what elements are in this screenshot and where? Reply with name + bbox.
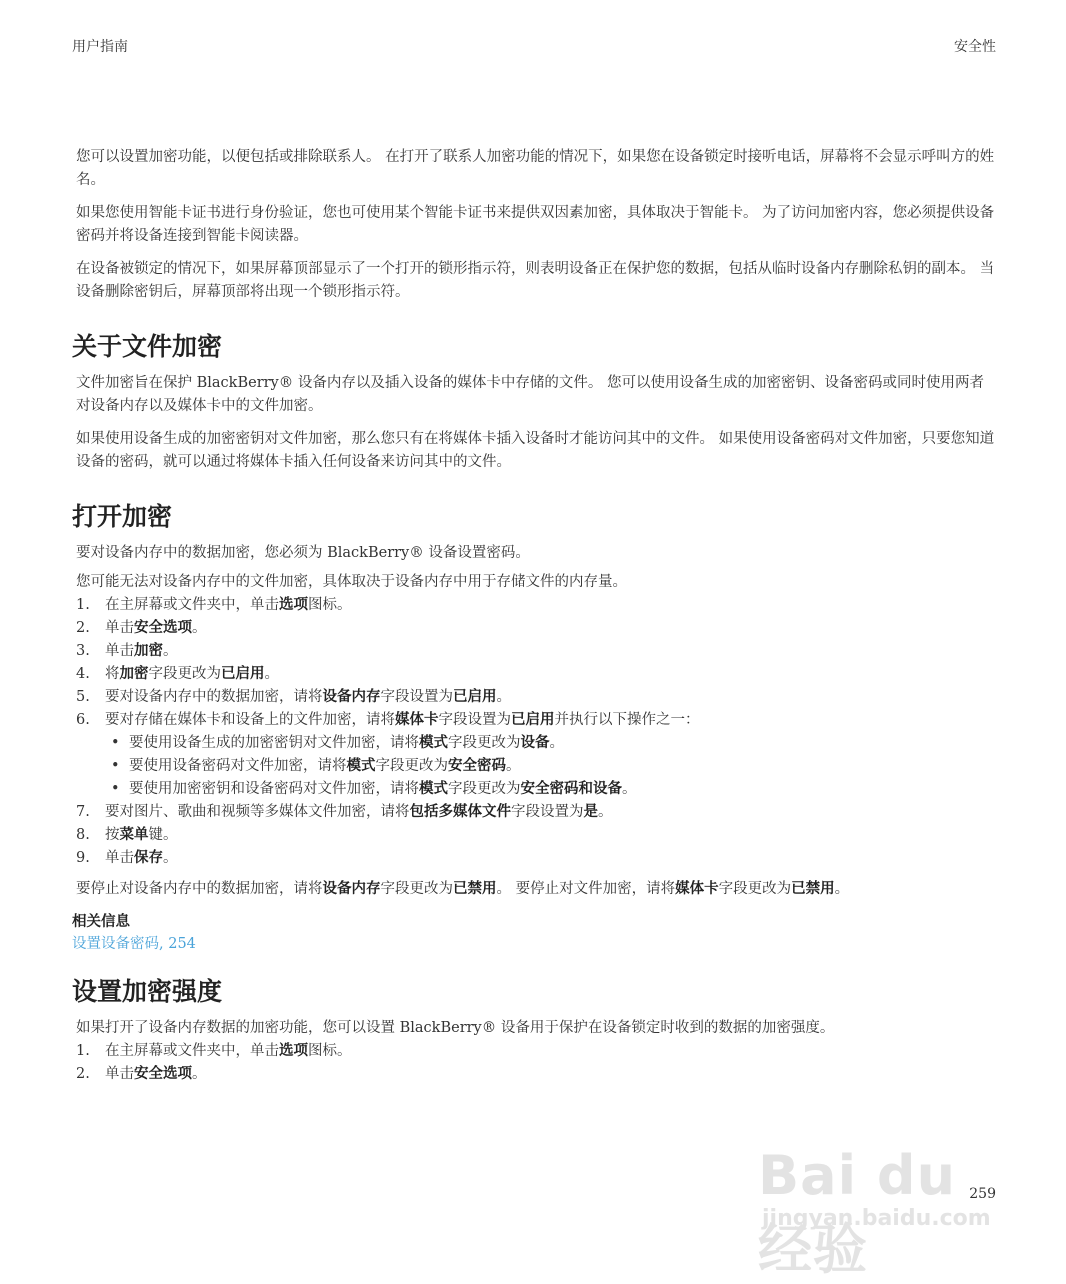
steps-list xyxy=(72,1040,997,1086)
step-item: 4. 将加密字段更改为已启用。 xyxy=(76,666,279,682)
step-item: 8. 按菜单键。 xyxy=(76,827,178,843)
baidu-watermark xyxy=(758,1120,1018,1281)
paragraph: 您可能无法对设备内存中的文件加密，具体取决于设备内存中用于存储文件的内存量。 xyxy=(76,574,627,590)
sub-bullet-item: • 要使用设备生成的加密密钥对文件加密，请将模式字段更改为设备。 xyxy=(111,735,564,751)
paragraph: 如果使用设备生成的加密密钥对文件加密，那么您只有在将媒体卡插入设备时才能访问其中的文件。 如果使用设备密码对文件加密，只要您知道设备的密码，就可以通过将媒体卡插入任何设备来访问其中的文件。 xyxy=(76,431,995,470)
related-link-set-password[interactable]: 设置设备密码, 254 xyxy=(72,936,196,952)
page-content xyxy=(72,146,997,1094)
sub-bullet-list xyxy=(105,732,997,801)
intro-paragraph: 您可以设置加密功能，以便包括或排除联系人。 在打开了联系人加密功能的情况下，如果您在设备锁定时接听电话，屏幕将不会显示呼叫方的姓名。 xyxy=(76,149,995,188)
intro-paragraph: 如果您使用智能卡证书进行身份验证，您也可使用某个智能卡证书来提供双因素加密，具体取决于智能卡。 为了访问加密内容，您必须提供设备密码并将设备连接到智能卡阅读器。 xyxy=(76,205,995,244)
step-item: 9. 单击保存。 xyxy=(76,850,178,866)
step-item: 1. 在主屏幕或文件夹中，单击选项图标。 xyxy=(76,1043,352,1059)
stop-encryption-paragraph: 要停止对设备内存中的数据加密，请将设备内存字段更改为已禁用。 要停止对文件加密，请将媒体卡字段更改为已禁用。 xyxy=(76,881,850,897)
sub-bullet-item: • 要使用加密密钥和设备密码对文件加密，请将模式字段更改为安全密码和设备。 xyxy=(111,781,637,797)
step-item: 2. 单击安全选项。 xyxy=(76,1066,207,1082)
paragraph: 要对设备内存中的数据加密，您必须为 BlackBerry® 设备设置密码。 xyxy=(76,545,530,561)
step-item: 2. 单击安全选项。 xyxy=(76,620,207,636)
heading-file-encryption: 关于文件加密 xyxy=(72,332,223,361)
heading-encryption-strength: 设置加密强度 xyxy=(72,977,223,1006)
watermark-logo-text: Bai du 经验 xyxy=(758,1144,957,1281)
related-info-title: 相关信息 xyxy=(72,914,130,930)
step-item: 3. 单击加密。 xyxy=(76,643,178,659)
heading-turn-on-encryption: 打开加密 xyxy=(72,502,173,531)
step-item: 7. 要对图片、歌曲和视频等多媒体文件加密，请将包括多媒体文件字段设置为是。 xyxy=(76,804,613,820)
page-number: 259 xyxy=(969,1186,996,1202)
step-item: 1. 在主屏幕或文件夹中，单击选项图标。 xyxy=(76,597,352,613)
intro-paragraph: 在设备被锁定的情况下，如果屏幕顶部显示了一个打开的锁形指示符，则表明设备正在保护您的数据，包括从临时设备内存删除私钥的副本。 当设备删除密钥后，屏幕顶部将出现一个锁形指示符。 xyxy=(76,261,995,300)
header-doc-title: 用户指南 xyxy=(72,39,128,55)
step-item: 5. 要对设备内存中的数据加密，请将设备内存字段设置为已启用。 xyxy=(76,689,511,705)
step-item: 6. 要对存储在媒体卡和设备上的文件加密，请将媒体卡字段设置为已启用并执行以下操作之一： • 要使用设备生成的加密密钥对文件加密，请将模式字段更改为设备。 • 要使用设备密码对文件加密，请将模式字段更改为安全密码。 • 要使用加密密钥和设备密码对文件加密，请将模式字段更改为安全密码和设备。 xyxy=(72,709,997,801)
sub-bullet-item: • 要使用设备密码对文件加密，请将模式字段更改为安全密码。 xyxy=(111,758,521,774)
watermark-url: jingyan.baidu.com xyxy=(762,1206,991,1231)
steps-list xyxy=(72,594,997,870)
header-section-title: 安全性 xyxy=(954,39,996,55)
paragraph: 如果打开了设备内存数据的加密功能，您可以设置 BlackBerry® 设备用于保护在设备锁定时收到的数据的加密强度。 xyxy=(76,1020,835,1036)
paragraph: 文件加密旨在保护 BlackBerry® 设备内存以及插入设备的媒体卡中存储的文件。 您可以使用设备生成的加密密钥、设备密码或同时使用两者对设备内存以及媒体卡中的文件加密。 xyxy=(76,375,984,414)
